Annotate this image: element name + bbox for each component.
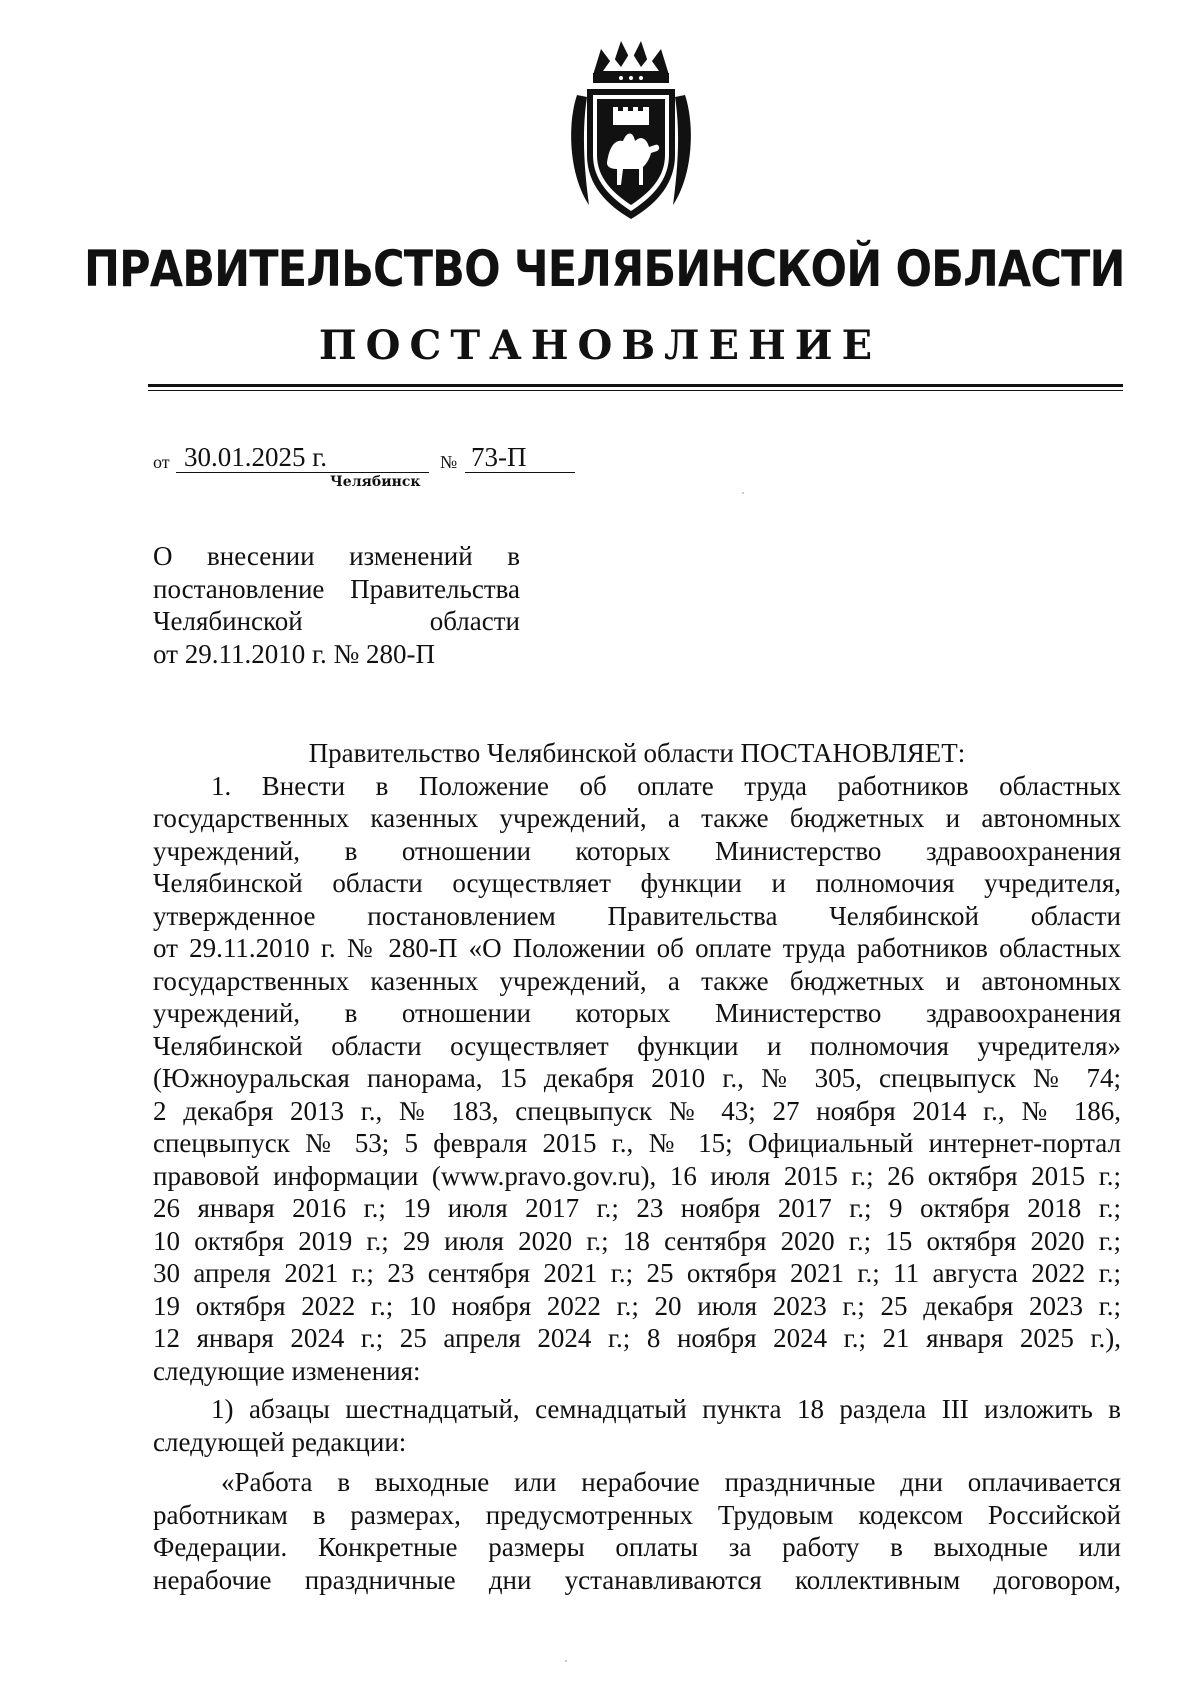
subject-line: Челябинской области xyxy=(153,606,520,636)
body-line: государственных казенных учреждений, а также бюджетных и автономных xyxy=(153,965,1121,996)
body-line: утвержденное постановлением Правительства Челябинской области xyxy=(153,900,1121,931)
quote-line: Федерации. Конкретные размеры оплаты за работу в выходные или xyxy=(153,1532,1121,1562)
body-line: государственных казенных учреждений, а также бюджетных и автономных xyxy=(153,803,1121,833)
date-prefix: от xyxy=(153,452,170,472)
scan-speck xyxy=(565,1660,567,1662)
quote-line: нерабочие праздничные дни устанавливаются коллективным договором, xyxy=(153,1564,1121,1595)
city-name: Челябинск xyxy=(330,474,421,490)
body-line: от 29.11.2010 г. № 280-П «О Положении об оплате труда работников областных xyxy=(153,933,1121,963)
scan-speck xyxy=(742,492,744,494)
subject-line: О внесении изменений в xyxy=(153,541,520,571)
number-underline xyxy=(465,472,575,473)
subject-line: от 29.11.2010 г. № 280-П xyxy=(153,638,435,669)
header-divider-thin xyxy=(148,390,1123,391)
body-line: 2 декабря 2013 г., № 183, спецвыпуск № 43; 27 ноября 2014 г., № 186, xyxy=(153,1095,1121,1126)
body-line: 26 января 2016 г.; 19 июля 2017 г.; 23 ноября 2017 г.; 9 октября 2018 г.; xyxy=(153,1193,1121,1223)
body-line: учреждений, в отношении которых Министерство здравоохранения xyxy=(153,998,1121,1028)
quote-line: «Работа в выходные или нерабочие праздничные дни оплачивается xyxy=(221,1467,1121,1497)
body-line: 19 октября 2022 г.; 10 ноября 2022 г.; 20 июля 2023 г.; 25 декабря 2023 г.; xyxy=(153,1290,1121,1321)
body-line: 10 октября 2019 г.; 29 июля 2020 г.; 18 сентября 2020 г.; 15 октября 2020 г.; xyxy=(153,1225,1121,1256)
body-line: 1) абзацы шестнадцатый, семнадцатый пункта 18 раздела III изложить в xyxy=(211,1394,1121,1424)
body-line: 1. Внести в Положение об оплате труда работников областных xyxy=(211,770,1121,801)
document-number: 73-П xyxy=(471,442,527,472)
government-title: ПРАВИТЕЛЬСТВО ЧЕЛЯБИНСКОЙ ОБЛАСТИ xyxy=(84,240,1125,298)
body-line: (Южноуральская панорама, 15 декабря 2010 г., № 305, спецвыпуск № 74; xyxy=(153,1063,1121,1093)
document-body xyxy=(153,737,1121,1596)
body-line: спецвыпуск № 53; 5 февраля 2015 г., № 15; Официальный интернет-портал xyxy=(153,1128,1121,1158)
resolution-preamble: Правительство Челябинской области ПОСТАНОВЛЯЕТ: xyxy=(308,738,966,768)
body-line: 12 января 2024 г.; 25 апреля 2024 г.; 8 ноября 2024 г.; 21 января 2025 г.), xyxy=(153,1323,1121,1353)
body-line: правовой информации (www.pravo.gov.ru), 16 июля 2015 г.; 26 октября 2015 г.; xyxy=(153,1160,1121,1191)
document-type: ПОСТАНОВЛЕНИЕ xyxy=(318,322,882,369)
body-line: следующие изменения: xyxy=(153,1355,421,1386)
chelyabinsk-coat-of-arms-icon xyxy=(563,35,699,225)
quote-line: работникам в размерах, предусмотренных Трудовым кодексом Российской xyxy=(153,1499,1121,1530)
number-prefix: № xyxy=(440,452,458,472)
body-line: Челябинской области осуществляет функции и полномочия учредителя, xyxy=(153,868,1121,898)
body-line: 30 апреля 2021 г.; 23 сентября 2021 г.; 25 октября 2021 г.; 11 августа 2022 г.; xyxy=(153,1258,1121,1288)
body-line: Челябинской области осуществляет функции и полномочия учредителя» xyxy=(153,1030,1121,1061)
subject-line: постановление Правительства xyxy=(153,573,520,604)
date-underline xyxy=(176,472,429,473)
header-divider-thick xyxy=(148,384,1123,387)
body-line: следующей редакции: xyxy=(153,1426,407,1457)
document-date: 30.01.2025 г. xyxy=(184,442,328,472)
body-line: учреждений, в отношении которых Министерство здравоохранения xyxy=(153,835,1121,866)
document-subject xyxy=(153,540,520,670)
